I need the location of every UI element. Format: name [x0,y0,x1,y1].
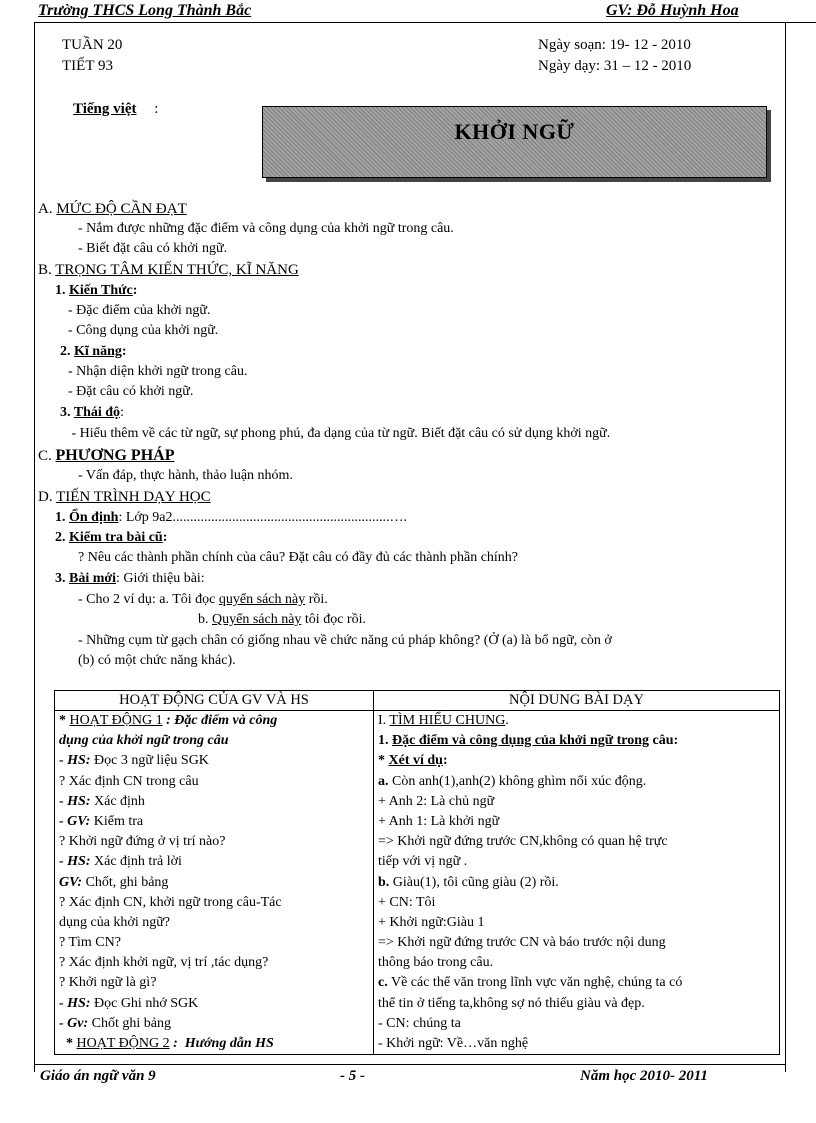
role-gv: - GV: [59,813,91,829]
week: TUẦN 20 [62,37,123,53]
table-header-right: NỘI DUNG BÀI DẠY [374,691,780,711]
left-row-text: Đọc Ghi nhớ SGK [90,995,199,1011]
example-a [78,592,328,608]
role-gv: GV: [59,874,83,890]
example-letter: c. [378,975,388,991]
knowledge-label: Kiến Thức [69,283,133,298]
title-box [262,106,767,178]
knowledge-colon: : [132,283,138,298]
d-item-3-text: : Giới thiệu bài: [116,571,205,586]
section-a-line-2: - Biết đặt câu có khởi ngữ. [78,241,228,256]
example-b-underlined: Quyển sách này [212,612,302,627]
left-row: ? Khởi ngữ đứng ở vị trí nào? [59,834,226,850]
right-row: + CN: Tôi [378,894,436,910]
left-row: ? Khởi ngữ là gì? [59,975,157,991]
page-border-right [785,22,786,1072]
skills-label: Kĩ năng [74,344,122,359]
role-hs: - HS: [59,793,91,809]
d-item-2-colon: : [162,530,168,545]
section-c-line: - Vấn đáp, thực hành, thảo luận nhóm. [78,468,293,483]
question-line-1: - Những cụm từ gạch chân có giống nhau về chức năng cú pháp không? (Ở (a) là bổ ngữ, còn ở [78,633,612,648]
d-item-1 [55,510,407,526]
section-c-heading [38,447,174,465]
left-row: ? Xác định khởi ngữ, vị trí ,tác dụng? [59,955,269,971]
left-row [59,852,369,872]
right-row: + Khởi ngữ:Giàu 1 [378,914,485,930]
right-row: + Anh 2: Là chủ ngữ [378,793,495,809]
question-line-2: (b) có một chức năng khác). [78,653,236,668]
table-body-row [55,711,780,1055]
subject-colon: : [154,101,159,117]
skills-line-2: - Đặt câu có khởi ngữ. [68,384,194,399]
part-1-prefix: I. [378,713,390,728]
subpart-1-prefix: 1. [378,733,392,749]
section-a-heading [38,201,187,218]
right-row: => Khởi ngữ đứng trước CN,không có quan hệ trực [378,834,668,850]
d-item-3 [55,571,205,587]
examples-colon: : [442,753,448,769]
subpart-1-title: Đặc điểm và công dụng của khởi ngữ trong [392,733,650,749]
left-row-text: Chốt ghi bảng [88,1015,171,1031]
right-row: + Anh 1: Là khởi ngữ [378,813,500,829]
d-item-2-question: ? Nêu các thành phần chính của câu? Đặt câu có đầy đủ các thành phần chính? [78,550,519,565]
teacher-name: GV: Đỗ Huỳnh Hoa [606,2,739,19]
activity-1-heading [59,711,369,731]
d-item-2-num: 2. [55,530,69,545]
left-row-text: Xác định trả lời [90,854,182,870]
right-row: thể tin ở tiếng ta,không sợ nó thiếu giàu và đẹp. [378,995,645,1011]
d-item-1-num: 1. [55,510,69,525]
subpart-1-suffix: câu: [649,733,679,749]
left-row-text: Chốt, ghi bảng [82,874,169,890]
activity-2-star: * [59,1036,77,1051]
teach-date: Ngày dạy: 31 – 12 - 2010 [538,58,692,74]
header-rule [34,22,816,23]
example-a-pre: - Cho 2 ví dụ: a. Tôi đọc [78,592,219,607]
left-row-text: Xác định [90,793,145,809]
example-a-post: rồi. [305,592,328,607]
skills-colon: : [121,344,127,359]
left-row-text: Kiểm tra [90,813,144,829]
right-row [378,873,775,893]
section-d-title: TIẾN TRÌNH DẠY HỌC [56,489,211,505]
knowledge-line-1: - Đặc điểm của khởi ngữ. [68,303,211,318]
section-c-title: PHƯƠNG PHÁP [55,447,175,464]
example-a-underlined: quyển sách này [218,592,306,607]
role-hs: - HS: [59,854,91,870]
role-gv: - Gv: [59,1015,89,1031]
left-row: ? Xác định CN, khởi ngữ trong câu-Tác [59,894,282,910]
left-row: ? Xác định CN trong câu [59,773,199,789]
prep-date: Ngày soạn: 19- 12 - 2010 [538,37,691,53]
skills-heading [60,344,127,360]
example-letter: a. [378,773,389,789]
page-number: - 5 - [340,1068,365,1084]
footer-left: Giáo án ngữ văn 9 [40,1068,156,1084]
attitude-num: 3. [60,405,74,420]
left-row: dụng của khởi ngữ? [59,914,171,930]
role-hs: - HS: [59,753,91,769]
d-item-2 [55,530,167,546]
example-letter: b. [378,874,390,890]
left-row [59,873,369,893]
part-1-heading [378,711,775,731]
activity-2-heading [59,1034,369,1054]
d-item-1-text: : Lớp 9a2..............................................................…. [118,510,407,525]
left-row: ? Tìm CN? [59,935,121,951]
attitude-line: - Hiểu thêm về các từ ngữ, sự phong phú, đa dạng của từ ngữ. Biết đặt câu có sử dụng khởi ngữ. [68,426,611,441]
d-item-3-label: Bài mới [69,571,117,586]
skills-line-1: - Nhận diện khởi ngữ trong câu. [68,364,248,379]
section-c-prefix: C. [38,448,56,464]
section-d-prefix: D. [38,489,57,505]
example-b-post: tôi đọc rồi. [301,612,366,627]
examples-heading [378,751,775,771]
right-row-text: Về các thể văn trong lĩnh vực văn nghệ, chúng ta có [387,975,683,991]
right-row: tiếp với vị ngữ . [378,854,468,870]
activity-1-title-cont: dụng của khởi ngữ trong câu [59,733,229,749]
subject-line [73,101,158,118]
section-b-prefix: B. [38,262,56,278]
left-row [59,812,369,832]
lesson-content [374,711,780,1055]
d-item-3-num: 3. [55,571,69,586]
section-b-title: TRỌNG TÂM KIẾN THỨC, KĨ NĂNG [55,262,299,278]
section-a-title: MỨC ĐỘ CẦN ĐẠT [56,201,187,217]
subpart-1-heading [378,731,775,751]
activity-1-label: HOẠT ĐỘNG 1 [69,713,163,728]
lesson-title: KHỞI NGỮ [454,119,575,144]
period: TIẾT 93 [62,58,113,74]
part-1-suffix: . [505,713,509,728]
attitude-heading [60,405,124,421]
activity-1-title: : Đặc điểm và công [162,713,278,728]
knowledge-heading [55,283,137,299]
left-row [59,792,369,812]
example-b [198,612,366,628]
activity-1-star: * [59,713,70,728]
part-1-title: TÌM HIỂU CHUNG [389,713,506,728]
right-row: - Khởi ngữ: Về…văn nghệ [378,1036,529,1051]
page-border-left [34,22,35,1072]
activity-2-title: : Hướng dẫn HS [169,1036,274,1051]
left-row [59,994,369,1014]
right-row-text: Còn anh(1),anh(2) không ghìm nổi xúc động. [388,773,647,789]
right-row [378,772,775,792]
attitude-label: Thái độ [73,405,121,420]
role-hs: - HS: [59,995,91,1011]
skills-num: 2. [60,344,74,359]
footer-right: Năm học 2010- 2011 [580,1068,708,1084]
right-row-text: Giàu(1), tôi cũng giàu (2) rồi. [389,874,559,890]
school-name: Trường THCS Long Thành Bắc [38,2,252,19]
section-a-line-1: - Nắm được những đặc điểm và công dụng của khởi ngữ trong câu. [78,221,454,236]
lesson-table [54,690,780,1055]
right-row: - CN: chúng ta [378,1015,461,1031]
table-header-row [55,691,780,711]
knowledge-line-2: - Công dụng của khởi ngữ. [68,323,219,338]
section-d-heading [38,489,211,506]
examples-title: Xét ví dụ [388,753,443,769]
d-item-1-label: Ổn định [69,510,119,525]
left-row-text: Đọc 3 ngữ liệu SGK [90,753,209,769]
subject-label: Tiếng việt [73,101,137,117]
table-header-left: HOẠT ĐỘNG CỦA GV VÀ HS [55,691,374,711]
right-row: thông báo trong câu. [378,955,494,971]
left-row [59,751,369,771]
activity-2-label: HOẠT ĐỘNG 2 [76,1036,170,1051]
right-row: => Khởi ngữ đứng trước CN và báo trước nội dung [378,935,666,951]
section-a-prefix: A. [38,201,57,217]
section-b-heading [38,262,299,279]
d-item-2-label: Kiểm tra bài cũ [69,530,163,545]
teacher-student-activities [55,711,374,1055]
attitude-colon: : [120,405,124,420]
example-b-pre: b. [198,612,212,627]
left-row [59,1014,369,1034]
knowledge-num: 1. [55,283,69,298]
examples-star: * [378,753,389,769]
footer-rule [34,1064,786,1065]
right-row [378,973,775,993]
